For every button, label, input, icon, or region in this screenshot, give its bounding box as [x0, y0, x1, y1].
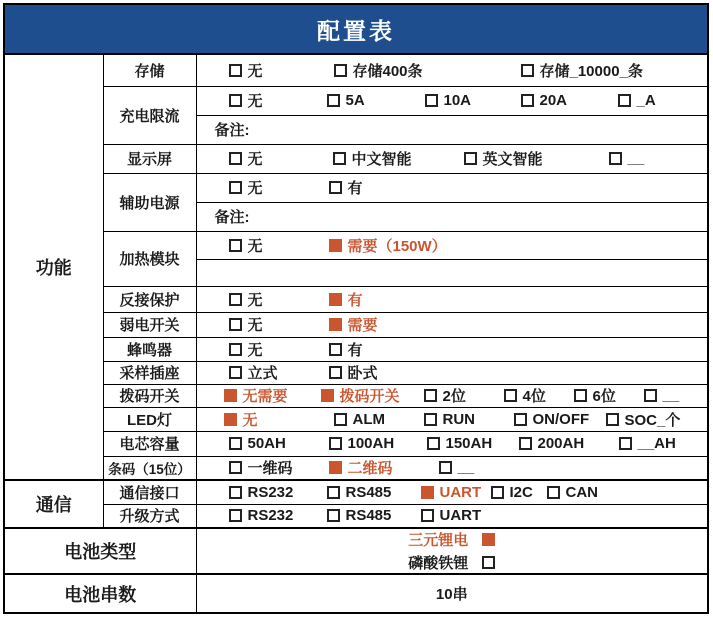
table-row [4, 504, 708, 528]
checkbox-icon [229, 181, 242, 194]
table-row [4, 86, 708, 115]
checkbox-icon [224, 413, 237, 426]
checkbox-option[interactable] [424, 385, 504, 406]
charge-limit-options [197, 90, 708, 111]
table-row [4, 384, 708, 407]
checkbox-icon [618, 94, 631, 107]
table-row [4, 312, 708, 337]
table-row [4, 407, 708, 431]
option-label: 二维码 [347, 460, 393, 478]
option-label: 立式 [247, 365, 278, 382]
row-label-heater: 加热模块 [103, 231, 196, 286]
row-label-barcode: 条码（15位） [103, 456, 196, 480]
checkbox-icon [427, 437, 440, 450]
heater-options [197, 235, 708, 256]
checkbox-option[interactable] [327, 507, 421, 524]
checkbox-icon [334, 64, 347, 77]
checkbox-icon [329, 239, 342, 252]
option-label: 150AH [445, 435, 493, 452]
checkbox-icon [327, 94, 340, 107]
checkbox-option[interactable] [514, 411, 606, 428]
table-row [4, 231, 708, 259]
barcode-options [197, 457, 708, 478]
charge-limit-remark[interactable]: 备注: [196, 115, 708, 144]
reverse-protection-options [197, 289, 708, 310]
weak-current-switch-options [197, 314, 708, 335]
checkbox-icon [229, 152, 242, 165]
display-options [197, 148, 708, 169]
option-label: 4位 [522, 388, 546, 405]
option-label: __AH [637, 435, 676, 452]
checkbox-option[interactable] [609, 150, 645, 167]
comm-interface-options [197, 484, 708, 501]
checkbox-option[interactable] [329, 457, 439, 478]
checkbox-option[interactable] [329, 362, 378, 383]
checkbox-icon [229, 239, 242, 252]
checkbox-option[interactable] [519, 435, 619, 452]
checkbox-option[interactable] [334, 411, 424, 428]
checkbox-option[interactable] [229, 314, 329, 335]
row-label-aux-power: 辅助电源 [103, 173, 196, 231]
option-label: 有 [347, 180, 363, 197]
checkbox-icon [229, 343, 242, 356]
dip-switch-options [197, 385, 708, 406]
row-label-sampling-socket: 采样插座 [103, 361, 196, 384]
table-row [4, 480, 708, 504]
option-label: 存储_10000_条 [539, 62, 643, 80]
checkbox-icon [229, 509, 242, 522]
battery-series-value: 10串 [196, 574, 708, 613]
checkbox-icon [644, 389, 657, 402]
checkbox-option[interactable] [464, 148, 609, 169]
checkbox-option[interactable] [521, 92, 618, 109]
option-label: 英文智能 [482, 151, 543, 168]
option-label: 无 [247, 93, 263, 110]
checkbox-icon [329, 461, 342, 474]
checkbox-icon [424, 413, 437, 426]
checkbox-icon [229, 94, 242, 107]
led-options [197, 409, 708, 430]
checkbox-option[interactable] [333, 148, 464, 169]
checkbox-icon [547, 486, 560, 499]
option-label: RS232 [247, 483, 294, 501]
option-label: 有 [347, 341, 363, 359]
option-label: 无 [247, 291, 263, 309]
checkbox-icon [439, 461, 452, 474]
checkbox-icon [425, 94, 438, 107]
checkbox-option[interactable] [408, 552, 495, 573]
option-label: 有 [347, 291, 363, 309]
checkbox-option[interactable] [439, 459, 475, 476]
checkbox-option[interactable] [491, 484, 547, 501]
checkbox-option[interactable] [408, 529, 495, 550]
option-label: 无 [247, 62, 263, 80]
option-label: 卧式 [347, 365, 378, 382]
checkbox-icon [514, 413, 527, 426]
table-row [4, 173, 708, 202]
option-label: RS232 [247, 507, 294, 525]
option-label: I2C [509, 483, 533, 501]
option-label: 无 [247, 180, 263, 197]
checkbox-option[interactable] [229, 484, 327, 501]
checkbox-icon [333, 152, 346, 165]
option-label: 三元锂电 [408, 532, 469, 549]
checkbox-option[interactable] [521, 60, 643, 81]
checkbox-option[interactable] [606, 409, 681, 430]
option-label: 20A [539, 92, 568, 109]
option-label: __ [662, 387, 680, 404]
checkbox-option[interactable] [618, 92, 656, 109]
checkbox-option[interactable] [329, 314, 378, 335]
checkbox-icon [229, 293, 242, 306]
checkbox-icon [606, 413, 619, 426]
option-label: 中文智能 [351, 151, 412, 168]
upgrade-method-options [197, 507, 708, 524]
checkbox-icon [229, 318, 242, 331]
table-row [4, 144, 708, 173]
option-label: CAN [565, 483, 598, 501]
checkbox-option[interactable] [421, 507, 482, 524]
checkbox-option[interactable] [329, 235, 447, 256]
checkbox-option[interactable] [547, 484, 599, 501]
checkbox-option[interactable] [229, 90, 327, 111]
checkbox-option[interactable] [644, 387, 680, 404]
checkbox-icon [574, 389, 587, 402]
option-label: 2位 [442, 388, 466, 405]
checkbox-option[interactable] [619, 435, 676, 452]
table-row [4, 574, 708, 613]
option-label: RS485 [345, 507, 392, 525]
checkbox-icon [229, 366, 242, 379]
option-label: 5A [345, 92, 365, 109]
checkbox-icon [491, 486, 504, 499]
sampling-socket-options [197, 362, 708, 383]
row-label-upgrade-method: 升级方式 [103, 504, 196, 528]
checkbox-icon [329, 366, 342, 379]
checkbox-icon [329, 343, 342, 356]
option-label: ON/OFF [532, 410, 590, 428]
checkbox-icon [609, 152, 622, 165]
table-row [4, 361, 708, 384]
option-label: SOC_个 [624, 411, 681, 429]
option-label: _A [636, 92, 656, 109]
option-label: 无 [242, 411, 258, 429]
checkbox-option[interactable] [229, 457, 329, 478]
heater-remark-cell[interactable] [196, 259, 708, 286]
checkbox-option[interactable] [327, 92, 425, 109]
checkbox-option[interactable] [224, 385, 321, 406]
option-label: 200AH [537, 435, 585, 452]
checkbox-option[interactable] [229, 148, 333, 169]
option-label: 无 [247, 341, 263, 359]
checkbox-icon [464, 152, 477, 165]
checkbox-icon [229, 486, 242, 499]
option-label: 无 [247, 317, 263, 334]
checkbox-option[interactable] [329, 289, 363, 310]
checkbox-option[interactable] [229, 60, 334, 81]
row-label-cell-capacity: 电芯容量 [103, 431, 196, 456]
checkbox-option[interactable] [229, 339, 329, 360]
row-label-storage: 存储 [103, 54, 196, 86]
option-label: 存储400条 [352, 62, 423, 80]
row-label-weak-current-switch: 弱电开关 [103, 312, 196, 337]
aux-power-remark[interactable]: 备注: [196, 202, 708, 231]
option-label: __ [457, 459, 475, 477]
option-label: 磷酸铁锂 [408, 555, 469, 572]
option-label: UART [439, 483, 482, 501]
checkbox-icon [329, 293, 342, 306]
row-label-display: 显示屏 [103, 144, 196, 173]
row-label-charge-limit: 充电限流 [103, 86, 196, 144]
checkbox-option[interactable] [224, 409, 334, 430]
checkbox-option[interactable] [229, 177, 329, 198]
checkbox-icon [229, 64, 242, 77]
option-label: 无需要 [242, 388, 288, 405]
checkbox-icon [229, 437, 242, 450]
option-label: ALM [352, 410, 385, 428]
checkbox-option[interactable] [504, 385, 574, 406]
checkbox-icon [521, 94, 534, 107]
storage-options [197, 60, 708, 81]
checkbox-icon [482, 556, 495, 569]
checkbox-option[interactable] [421, 484, 491, 501]
checkbox-icon [424, 389, 437, 402]
group-label-communication: 通信 [4, 480, 103, 528]
cell-capacity-options [197, 435, 708, 452]
checkbox-icon [519, 437, 532, 450]
checkbox-option[interactable] [327, 484, 421, 501]
checkbox-option[interactable] [321, 385, 424, 406]
table-row [4, 54, 708, 86]
checkbox-icon [619, 437, 632, 450]
option-label: 无 [247, 151, 263, 168]
checkbox-icon [224, 389, 237, 402]
checkbox-option[interactable] [425, 92, 521, 109]
checkbox-option[interactable] [329, 435, 427, 452]
option-label: RUN [442, 410, 475, 428]
checkbox-option[interactable] [427, 435, 519, 452]
checkbox-option[interactable] [574, 385, 644, 406]
buzzer-options [197, 339, 708, 360]
config-table [3, 3, 709, 614]
option-label: 需要 [347, 317, 378, 334]
option-label: 无 [247, 237, 263, 255]
row-label-reverse-protection: 反接保护 [103, 286, 196, 312]
option-label: 50AH [247, 435, 286, 452]
group-label-battery-type: 电池类型 [4, 528, 196, 574]
table-row [4, 286, 708, 312]
row-label-buzzer: 蜂鸣器 [103, 337, 196, 361]
option-label: 需要（150W） [347, 237, 447, 255]
option-label: RS485 [345, 483, 392, 501]
checkbox-icon [421, 486, 434, 499]
checkbox-option[interactable] [229, 435, 329, 452]
checkbox-icon [321, 389, 334, 402]
battery-type-options [197, 529, 708, 573]
row-label-comm-interface: 通信接口 [103, 480, 196, 504]
checkbox-option[interactable] [229, 362, 329, 383]
checkbox-option[interactable] [329, 177, 363, 198]
checkbox-icon [504, 389, 517, 402]
checkbox-option[interactable] [229, 507, 327, 524]
checkbox-option[interactable] [229, 235, 329, 256]
checkbox-option[interactable] [424, 411, 514, 428]
checkbox-option[interactable] [329, 339, 363, 360]
option-label: 拨码开关 [339, 388, 400, 405]
option-label: 6位 [592, 388, 616, 405]
table-row [4, 431, 708, 456]
option-label: 10A [443, 92, 472, 109]
table-row [4, 456, 708, 480]
option-label: 一维码 [247, 460, 293, 478]
checkbox-icon [521, 64, 534, 77]
checkbox-option[interactable] [334, 60, 521, 81]
aux-power-options [197, 177, 708, 198]
checkbox-icon [329, 437, 342, 450]
checkbox-icon [229, 461, 242, 474]
checkbox-icon [482, 533, 495, 546]
checkbox-icon [421, 509, 434, 522]
checkbox-icon [329, 318, 342, 331]
option-label: UART [439, 507, 482, 525]
row-label-dip-switch: 拨码开关 [103, 384, 196, 407]
table-row [4, 528, 708, 574]
checkbox-icon [329, 181, 342, 194]
checkbox-option[interactable] [229, 289, 329, 310]
group-label-function: 功能 [4, 54, 103, 480]
checkbox-icon [327, 509, 340, 522]
table-row [4, 337, 708, 361]
option-label: __ [627, 150, 645, 167]
group-label-battery-series: 电池串数 [4, 574, 196, 613]
checkbox-icon [334, 413, 347, 426]
option-label: 100AH [347, 435, 395, 452]
page-title: 配置表 [4, 4, 708, 54]
row-label-led: LED灯 [103, 407, 196, 431]
checkbox-icon [327, 486, 340, 499]
